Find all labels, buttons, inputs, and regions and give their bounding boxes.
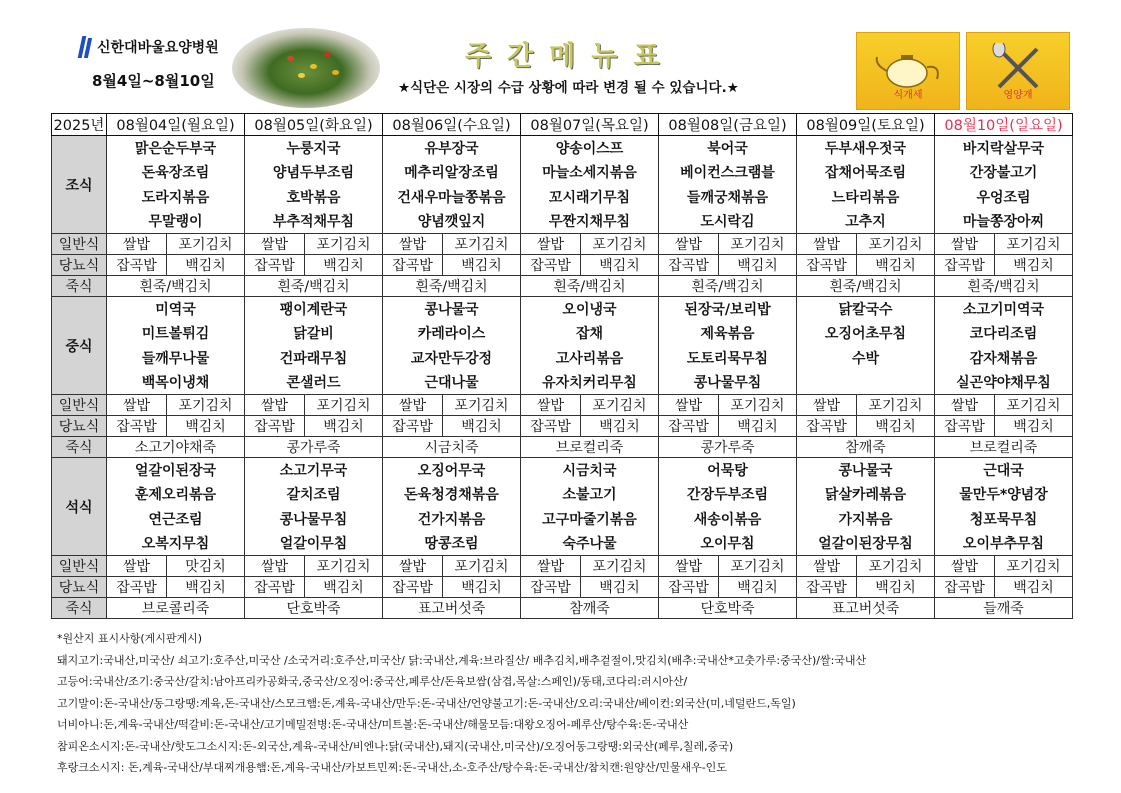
origin-line: 너비아니:돈,계육-국내산/떡갈비:돈-국내산/고기메밀전병:돈-국내산/미트볼:돈-국내산/해물모듬:대왕오징어-페루산/탕수육:돈-국내산 xyxy=(57,718,689,731)
general-label: 일반식 xyxy=(52,234,107,255)
kimchi-cell: 백김치 xyxy=(995,577,1073,598)
kimchi-cell: 포기김치 xyxy=(167,234,245,255)
kimchi-cell: 포기김치 xyxy=(581,234,659,255)
kimchi-cell: 백김치 xyxy=(443,416,521,437)
dish-cell: 유자치커리무침 xyxy=(521,370,659,395)
dish-cell: 맑은순두부국 xyxy=(107,136,245,161)
porridge-cell: 소고기야채죽 xyxy=(107,437,245,458)
kimchi-cell: 백김치 xyxy=(719,577,797,598)
dish-cell: 건가지볶음 xyxy=(383,507,521,532)
rice-cell: 쌀밥 xyxy=(245,556,305,577)
day-header: 08월09일(토요일) xyxy=(797,114,935,136)
rice-cell: 잡곡밥 xyxy=(659,255,719,276)
breakfast-dish-row xyxy=(52,160,1073,185)
kimchi-cell: 백김치 xyxy=(581,416,659,437)
breakfast-dish-row xyxy=(52,185,1073,210)
dish-cell: 물만두*양념장 xyxy=(935,482,1073,507)
dish-cell xyxy=(797,370,935,395)
dinner-label: 석식 xyxy=(52,458,107,556)
kimchi-cell: 백김치 xyxy=(719,255,797,276)
dish-cell: 꼬시래기무침 xyxy=(521,185,659,210)
rice-cell: 잡곡밥 xyxy=(521,255,581,276)
day-header: 08월08일(금요일) xyxy=(659,114,797,136)
dish-cell: 소고기미역국 xyxy=(935,297,1073,322)
lunch-dish-row xyxy=(52,346,1073,371)
dish-cell: 고사리볶음 xyxy=(521,346,659,371)
porridge-cell: 표고버섯죽 xyxy=(383,598,521,619)
dish-cell: 부추적채무침 xyxy=(245,209,383,234)
utensils-icon xyxy=(981,43,1057,91)
porridge-cell: 시금치죽 xyxy=(383,437,521,458)
kimchi-cell: 백김치 xyxy=(581,255,659,276)
dish-cell: 어묵탕 xyxy=(659,458,797,483)
salad-photo xyxy=(232,28,380,108)
kimchi-cell: 백김치 xyxy=(305,416,383,437)
rice-cell: 쌀밥 xyxy=(245,395,305,416)
kimchi-cell: 포기김치 xyxy=(581,395,659,416)
dinner-dish-row xyxy=(52,458,1073,483)
dish-cell: 청포묵무침 xyxy=(935,507,1073,532)
porridge-cell: 들깨죽 xyxy=(935,598,1073,619)
lunch-label: 중식 xyxy=(52,297,107,395)
porridge-cell: 브로컬리죽 xyxy=(935,437,1073,458)
badge-left-label: 식개세 xyxy=(893,90,923,101)
dish-cell: 돈육장조림 xyxy=(107,160,245,185)
porridge-cell: 콩가루죽 xyxy=(659,437,797,458)
dish-cell: 간장불고기 xyxy=(935,160,1073,185)
dish-cell: 실곤약야채무침 xyxy=(935,370,1073,395)
day-header-row xyxy=(52,114,1073,136)
dish-cell: 두부새우젓국 xyxy=(797,136,935,161)
kimchi-cell: 백김치 xyxy=(167,416,245,437)
dish-cell: 미역국 xyxy=(107,297,245,322)
dish-cell: 된장국/보리밥 xyxy=(659,297,797,322)
kimchi-cell: 백김치 xyxy=(305,577,383,598)
porridge-cell: 흰죽/백김치 xyxy=(245,276,383,297)
rice-cell: 쌀밥 xyxy=(935,556,995,577)
porridge-cell: 표고버섯죽 xyxy=(797,598,935,619)
kimchi-cell: 포기김치 xyxy=(995,556,1073,577)
kimchi-cell: 포기김치 xyxy=(443,556,521,577)
day-header: 08월05일(화요일) xyxy=(245,114,383,136)
rice-cell: 쌀밥 xyxy=(383,395,443,416)
breakfast-diabetic-row xyxy=(52,255,1073,276)
rice-cell: 쌀밥 xyxy=(383,234,443,255)
teapot-icon xyxy=(871,43,947,91)
dinner-dish-row xyxy=(52,507,1073,532)
dish-cell: 얼갈이된장국 xyxy=(107,458,245,483)
origin-line: 참피온소시지:돈-국내산/핫도그소시지:돈-외국산,계육-국내산/비엔나:닭(국내산),돼지(국내산,미국산)/오징어동그랑땡:외국산(페루,칠레,중국) xyxy=(57,739,734,753)
kimchi-cell: 백김치 xyxy=(443,577,521,598)
rice-cell: 쌀밥 xyxy=(107,556,167,577)
rice-cell: 쌀밥 xyxy=(659,556,719,577)
dish-cell: 도시락김 xyxy=(659,209,797,234)
origin-line: 후랑크소시지: 돈,계육-국내산/부대찌개용햄:돈,계육-국내산/카보트민찌:돈-국내산,소-호주산/탕수육:돈-국내산/참치캔:원양산/민물새우-인도 xyxy=(57,761,727,774)
dish-cell: 호박볶음 xyxy=(245,185,383,210)
dish-cell: 들깨무나물 xyxy=(107,346,245,371)
kimchi-cell: 백김치 xyxy=(857,416,935,437)
kimchi-cell: 백김치 xyxy=(995,255,1073,276)
breakfast-dish-row xyxy=(52,209,1073,234)
dinner-general-row xyxy=(52,556,1073,577)
dish-cell: 북어국 xyxy=(659,136,797,161)
dish-cell: 잡채 xyxy=(521,321,659,346)
dish-cell: 마늘소세지볶음 xyxy=(521,160,659,185)
dish-cell: 미트볼튀김 xyxy=(107,321,245,346)
kimchi-cell: 포기김치 xyxy=(167,395,245,416)
lunch-dish-row xyxy=(52,321,1073,346)
rice-cell: 잡곡밥 xyxy=(383,255,443,276)
dish-cell: 도토리묵무침 xyxy=(659,346,797,371)
diabetic-label: 당뇨식 xyxy=(52,416,107,437)
hospital-logo xyxy=(78,36,219,58)
rice-cell: 잡곡밥 xyxy=(107,416,167,437)
dish-cell: 수박 xyxy=(797,346,935,371)
rice-cell: 쌀밥 xyxy=(797,234,857,255)
dish-cell: 베이컨스크램블 xyxy=(659,160,797,185)
dish-cell: 닭칼국수 xyxy=(797,297,935,322)
breakfast-label: 조식 xyxy=(52,136,107,234)
dish-cell: 갈치조림 xyxy=(245,482,383,507)
kimchi-cell: 포기김치 xyxy=(443,234,521,255)
dish-cell: 바지락살무국 xyxy=(935,136,1073,161)
kimchi-cell: 포기김치 xyxy=(857,234,935,255)
dish-cell: 코다리조림 xyxy=(935,321,1073,346)
kimchi-cell: 백김치 xyxy=(167,255,245,276)
kimchi-cell: 백김치 xyxy=(305,255,383,276)
breakfast-general-row xyxy=(52,234,1073,255)
rice-cell: 쌀밥 xyxy=(107,395,167,416)
date-range: 8월4일~8월10일 xyxy=(92,72,215,90)
dish-cell: 건새우마늘쫑볶음 xyxy=(383,185,521,210)
dinner-diabetic-row xyxy=(52,577,1073,598)
porridge-cell: 브로컬리죽 xyxy=(521,437,659,458)
dish-cell: 훈제오리볶음 xyxy=(107,482,245,507)
kimchi-cell: 백김치 xyxy=(857,255,935,276)
porridge-cell: 흰죽/백김치 xyxy=(935,276,1073,297)
dish-cell: 양념깻잎지 xyxy=(383,209,521,234)
origin-line: 돼지고기:국내산,미국산/ 쇠고기:호주산,미국산 /소국거리:호주산,미국산/ 닭:국내산,계육:브라질산/ 배추김치,배추겉절이,맛김치(배추:국내산*고춧가루:중국산)/쌀:국내산 xyxy=(57,653,867,667)
dish-cell: 무짠지채무침 xyxy=(521,209,659,234)
breakfast-dish-row xyxy=(52,136,1073,161)
general-label: 일반식 xyxy=(52,395,107,416)
dish-cell: 교자만두강정 xyxy=(383,346,521,371)
dish-cell: 오이냉국 xyxy=(521,297,659,322)
porridge-cell: 브로콜리죽 xyxy=(107,598,245,619)
porridge-cell: 단호박죽 xyxy=(245,598,383,619)
dish-cell: 들깨궁채볶음 xyxy=(659,185,797,210)
day-header-sunday: 08월10일(일요일) xyxy=(935,114,1073,136)
dish-cell: 누룽지국 xyxy=(245,136,383,161)
porridge-cell: 흰죽/백김치 xyxy=(383,276,521,297)
kimchi-cell: 포기김치 xyxy=(857,556,935,577)
dish-cell: 오이부추무침 xyxy=(935,531,1073,556)
dish-cell: 카레라이스 xyxy=(383,321,521,346)
rice-cell: 쌀밥 xyxy=(797,395,857,416)
porridge-cell: 흰죽/백김치 xyxy=(521,276,659,297)
porridge-cell: 흰죽/백김치 xyxy=(107,276,245,297)
dish-cell: 오징어무국 xyxy=(383,458,521,483)
rice-cell: 쌀밥 xyxy=(521,556,581,577)
dish-cell: 제육볶음 xyxy=(659,321,797,346)
porridge-cell: 콩가루죽 xyxy=(245,437,383,458)
rice-cell: 잡곡밥 xyxy=(935,416,995,437)
weekly-menu-table xyxy=(51,113,1073,619)
dish-cell: 연근조림 xyxy=(107,507,245,532)
hospital-name: 신한대바울요양병원 xyxy=(97,40,219,56)
kimchi-cell: 포기김치 xyxy=(719,395,797,416)
dish-cell: 우엉조림 xyxy=(935,185,1073,210)
kimchi-cell: 포기김치 xyxy=(305,395,383,416)
dish-cell: 오복지무침 xyxy=(107,531,245,556)
kimchi-cell: 포기김치 xyxy=(305,234,383,255)
page-header xyxy=(0,0,1121,112)
rice-cell: 쌀밥 xyxy=(935,395,995,416)
dish-cell: 소고기무국 xyxy=(245,458,383,483)
origin-notice xyxy=(57,628,866,779)
year-cell: 2025년 xyxy=(52,114,107,136)
dish-cell: 소불고기 xyxy=(521,482,659,507)
dish-cell: 무말랭이 xyxy=(107,209,245,234)
dish-cell: 양념두부조림 xyxy=(245,160,383,185)
kimchi-cell: 백김치 xyxy=(719,416,797,437)
porridge-cell: 참깨죽 xyxy=(797,437,935,458)
lunch-diabetic-row xyxy=(52,416,1073,437)
rice-cell: 잡곡밥 xyxy=(935,577,995,598)
dish-cell: 얼갈이무침 xyxy=(245,531,383,556)
general-label: 일반식 xyxy=(52,556,107,577)
kimchi-cell: 포기김치 xyxy=(443,395,521,416)
rice-cell: 쌀밥 xyxy=(521,395,581,416)
dish-cell: 근대나물 xyxy=(383,370,521,395)
rice-cell: 잡곡밥 xyxy=(797,416,857,437)
rice-cell: 잡곡밥 xyxy=(521,577,581,598)
origin-line: *원산지 표시사항(게시판게시) xyxy=(57,632,203,645)
rice-cell: 쌀밥 xyxy=(245,234,305,255)
rice-cell: 쌀밥 xyxy=(659,395,719,416)
kimchi-cell: 포기김치 xyxy=(857,395,935,416)
rice-cell: 쌀밥 xyxy=(797,556,857,577)
rice-cell: 쌀밥 xyxy=(107,234,167,255)
porridge-label: 죽식 xyxy=(52,276,107,297)
porridge-label: 죽식 xyxy=(52,598,107,619)
dish-cell: 고추지 xyxy=(797,209,935,234)
kimchi-cell: 맛김치 xyxy=(167,556,245,577)
dish-cell: 양송이스프 xyxy=(521,136,659,161)
dish-cell: 팽이계란국 xyxy=(245,297,383,322)
porridge-cell: 흰죽/백김치 xyxy=(659,276,797,297)
rice-cell: 잡곡밥 xyxy=(383,416,443,437)
dish-cell: 땅콩조림 xyxy=(383,531,521,556)
rice-cell: 쌀밥 xyxy=(521,234,581,255)
dish-cell: 콩나물국 xyxy=(797,458,935,483)
dish-cell: 콩나물무침 xyxy=(659,370,797,395)
dish-cell: 감자채볶음 xyxy=(935,346,1073,371)
dish-cell: 간장두부조림 xyxy=(659,482,797,507)
kimchi-cell: 백김치 xyxy=(581,577,659,598)
dish-cell: 마늘쫑장아찌 xyxy=(935,209,1073,234)
kimchi-cell: 포기김치 xyxy=(995,395,1073,416)
dish-cell: 유부장국 xyxy=(383,136,521,161)
rice-cell: 잡곡밥 xyxy=(383,577,443,598)
rice-cell: 잡곡밥 xyxy=(245,577,305,598)
dish-cell: 오징어초무침 xyxy=(797,321,935,346)
dish-cell: 도라지볶음 xyxy=(107,185,245,210)
porridge-label: 죽식 xyxy=(52,437,107,458)
lunch-dish-row xyxy=(52,297,1073,322)
utensils-badge xyxy=(966,32,1070,110)
dish-cell: 백목이냉채 xyxy=(107,370,245,395)
dish-cell: 새송이볶음 xyxy=(659,507,797,532)
kimchi-cell: 포기김치 xyxy=(719,234,797,255)
porridge-cell: 흰죽/백김치 xyxy=(797,276,935,297)
kimchi-cell: 포기김치 xyxy=(305,556,383,577)
dish-cell: 콩나물무침 xyxy=(245,507,383,532)
diabetic-label: 당뇨식 xyxy=(52,577,107,598)
day-header: 08월06일(수요일) xyxy=(383,114,521,136)
origin-line: 고기말이:돈-국내산/동그랑땡:계육,돈-국내산/스모크햄:돈,계육-국내산/만두:돈-국내산/언양불고기:돈-국내산/오리:국내산/베이컨:외국산(미,네덜란드,독일) xyxy=(57,696,796,710)
rice-cell: 쌀밥 xyxy=(659,234,719,255)
rice-cell: 쌀밥 xyxy=(935,234,995,255)
dish-cell: 건파래무침 xyxy=(245,346,383,371)
rice-cell: 잡곡밥 xyxy=(659,416,719,437)
dinner-dish-row xyxy=(52,531,1073,556)
kimchi-cell: 포기김치 xyxy=(581,556,659,577)
hospital-logo-icon xyxy=(78,36,94,58)
rice-cell: 잡곡밥 xyxy=(245,255,305,276)
rice-cell: 잡곡밥 xyxy=(659,577,719,598)
breakfast-porridge-row xyxy=(52,276,1073,297)
porridge-cell: 단호박죽 xyxy=(659,598,797,619)
kimchi-cell: 백김치 xyxy=(857,577,935,598)
dinner-porridge-row xyxy=(52,598,1073,619)
day-header: 08월04일(월요일) xyxy=(107,114,245,136)
menu-notice: ★식단은 시장의 수급 상황에 따라 변경 될 수 있습니다.★ xyxy=(398,80,739,96)
dish-cell: 얼갈이된장무침 xyxy=(797,531,935,556)
origin-line: 고등어:국내산/조기:중국산/갈치:남아프리카공화국,중국산/오징어:중국산,페루산/돈육보쌈(삼겹,목살:스페인)/동태,코다리:러시아산/ xyxy=(57,675,688,688)
lunch-dish-row xyxy=(52,370,1073,395)
dish-cell: 숙주나물 xyxy=(521,531,659,556)
dish-cell: 닭살카레볶음 xyxy=(797,482,935,507)
lunch-porridge-row xyxy=(52,437,1073,458)
kimchi-cell: 포기김치 xyxy=(719,556,797,577)
dish-cell: 느타리볶음 xyxy=(797,185,935,210)
dish-cell: 메추리알장조림 xyxy=(383,160,521,185)
dish-cell: 콩나물국 xyxy=(383,297,521,322)
page-title: 주간메뉴표 xyxy=(465,41,676,72)
badge-right-label: 영양개 xyxy=(1003,90,1033,101)
lunch-general-row xyxy=(52,395,1073,416)
dish-cell: 오이무침 xyxy=(659,531,797,556)
porridge-cell: 참깨죽 xyxy=(521,598,659,619)
rice-cell: 쌀밥 xyxy=(383,556,443,577)
dish-cell: 가지볶음 xyxy=(797,507,935,532)
rice-cell: 잡곡밥 xyxy=(107,255,167,276)
kimchi-cell: 백김치 xyxy=(443,255,521,276)
dish-cell: 돈육청경채볶음 xyxy=(383,482,521,507)
rice-cell: 잡곡밥 xyxy=(245,416,305,437)
kimchi-cell: 포기김치 xyxy=(995,234,1073,255)
kimchi-cell: 백김치 xyxy=(995,416,1073,437)
rice-cell: 잡곡밥 xyxy=(521,416,581,437)
dish-cell: 고구마줄기볶음 xyxy=(521,507,659,532)
teapot-badge xyxy=(856,32,960,110)
day-header: 08월07일(목요일) xyxy=(521,114,659,136)
rice-cell: 잡곡밥 xyxy=(797,255,857,276)
diabetic-label: 당뇨식 xyxy=(52,255,107,276)
rice-cell: 잡곡밥 xyxy=(935,255,995,276)
dish-cell: 닭갈비 xyxy=(245,321,383,346)
dish-cell: 콘샐러드 xyxy=(245,370,383,395)
rice-cell: 잡곡밥 xyxy=(797,577,857,598)
kimchi-cell: 백김치 xyxy=(167,577,245,598)
dinner-dish-row xyxy=(52,482,1073,507)
rice-cell: 잡곡밥 xyxy=(107,577,167,598)
dish-cell: 잡채어묵조림 xyxy=(797,160,935,185)
dish-cell: 시금치국 xyxy=(521,458,659,483)
dish-cell: 근대국 xyxy=(935,458,1073,483)
